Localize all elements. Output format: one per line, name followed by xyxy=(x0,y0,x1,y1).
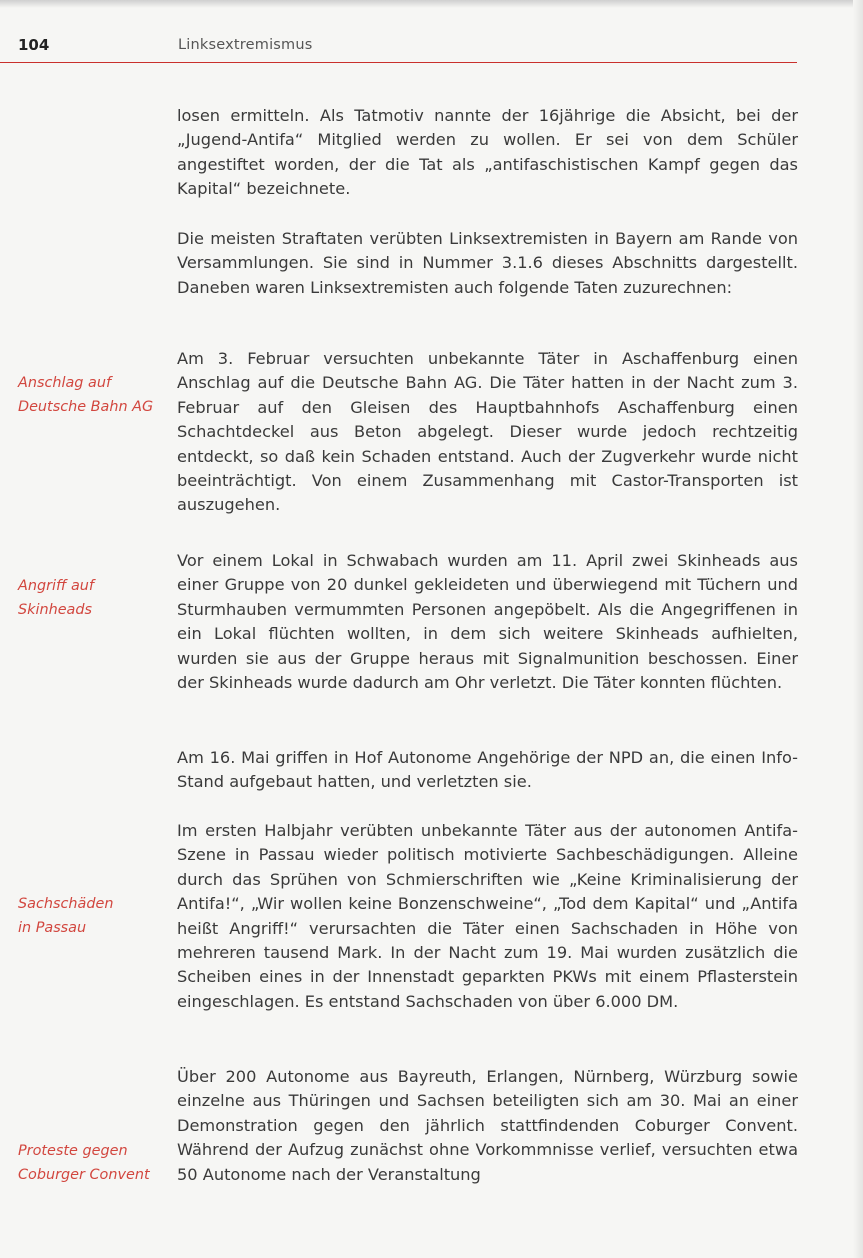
margin-note-proteste xyxy=(18,1139,168,1188)
margin-note-anschlag xyxy=(18,371,168,420)
running-title: Linksextremismus xyxy=(178,37,313,53)
margin-note-sachschaeden xyxy=(18,892,168,941)
paragraph-4: Vor einem Lokal in Schwabach wurden am 11. April zwei Skinheads aus einer Gruppe von 20 dunkel gekleideten und überwiegend mit Tüchern und Sturmhauben vermummten Personen angepöbelt. Als die Angegriffenen in ein Lokal flüchten wollten, in dem sich weitere Skinheads aufhielten, wurden sie aus der Gruppe heraus mit Signalmunition beschossen. Einer der Skinheads wurde dadurch am Ohr verletzt. Die Täter konnten flüchten. xyxy=(177,551,798,693)
page-header xyxy=(0,34,800,64)
margin-note-line: Sachschäden xyxy=(18,896,114,912)
page-right-edge xyxy=(853,0,863,1258)
margin-note-line: Deutsche Bahn AG xyxy=(18,399,154,416)
paragraph-1: losen ermitteln. Als Tatmotiv nannte der 16jährige die Absicht, bei der „Jugend-Antifa“ Mitglied werden zu wollen. Er sei von dem Schüler angestiftet worden, der die Tat als „antifaschistischen Kampf gegen das Kapital“ bezeichnete. xyxy=(177,106,798,199)
margin-note-angriff xyxy=(18,574,168,623)
paragraph-2: Die meisten Straftaten verübten Linksextremisten in Bayern am Rande von Versammlungen. Sie sind in Nummer 3.1.6 dieses Abschnitts dargestellt. Daneben waren Linksextremisten auch folgende Taten zuzurechnen: xyxy=(177,229,798,297)
header-rule xyxy=(0,62,797,63)
margin-note-line: in Passau xyxy=(18,920,87,937)
margin-note-line: Proteste gegen xyxy=(18,1143,128,1159)
margin-note-line: Angriff auf xyxy=(18,578,94,594)
margin-note-line: Anschlag auf xyxy=(18,375,112,391)
paragraph-7: Über 200 Autonome aus Bayreuth, Erlangen, Nürnberg, Würzburg sowie einzelne aus Thüringen und Sachsen beteiligten sich am 30. Mai an einer Demonstration gegen den jährlich stattfindenden Coburger Convent. Während der Aufzug zunächst ohne Vorkommnisse verlief, versuchten etwa 50 Autonome nach der Veranstaltung xyxy=(177,1067,798,1184)
paragraph-6: Im ersten Halbjahr verübten unbekannte Täter aus der autonomen Antifa-Szene in Passau wieder politisch motivierte Sachbeschädigungen. Alleine durch das Sprühen von Schmierschriften wie „Keine Kriminalisierung der Antifa!“, „Wir wollen keine Bonzenschweine“, „Tod dem Kapital“ und „Antifa heißt Angriff!“ verursachten die Täter einen Sachschaden in Höhe von mehreren tausend Mark. In der Nacht zum 19. Mai wurden zusätzlich die Scheiben eines in der Innenstadt geparkten PKWs mit einem Pflasterstein eingeschlagen. Es entstand Sachschaden von über 6.000 DM. xyxy=(177,821,798,1011)
paragraph-5: Am 16. Mai griffen in Hof Autonome Angehörige der NPD an, die einen Info-Stand aufgebaut hatten, und verletzten sie. xyxy=(177,748,798,792)
margin-note-line: Skinheads xyxy=(18,602,93,619)
page-top-shadow xyxy=(0,0,863,8)
margin-note-line: Coburger Convent xyxy=(18,1167,150,1184)
paragraph-3: Am 3. Februar versuchten unbekannte Täter in Aschaffenburg einen Anschlag auf die Deutsche Bahn AG. Die Täter hatten in der Nacht zum 3. Februar auf den Gleisen des Hauptbahnhofs Aschaffenburg einen Schachtdeckel aus Beton abgelegt. Dieser wurde jedoch rechtzeitig entdeckt, so daß kein Schaden entstand. Auch der Zugverkehr wurde nicht beeinträchtigt. Von einem Zusammenhang mit Castor-Transporten ist auszugehen. xyxy=(177,349,798,515)
page-number: 104 xyxy=(18,36,50,54)
